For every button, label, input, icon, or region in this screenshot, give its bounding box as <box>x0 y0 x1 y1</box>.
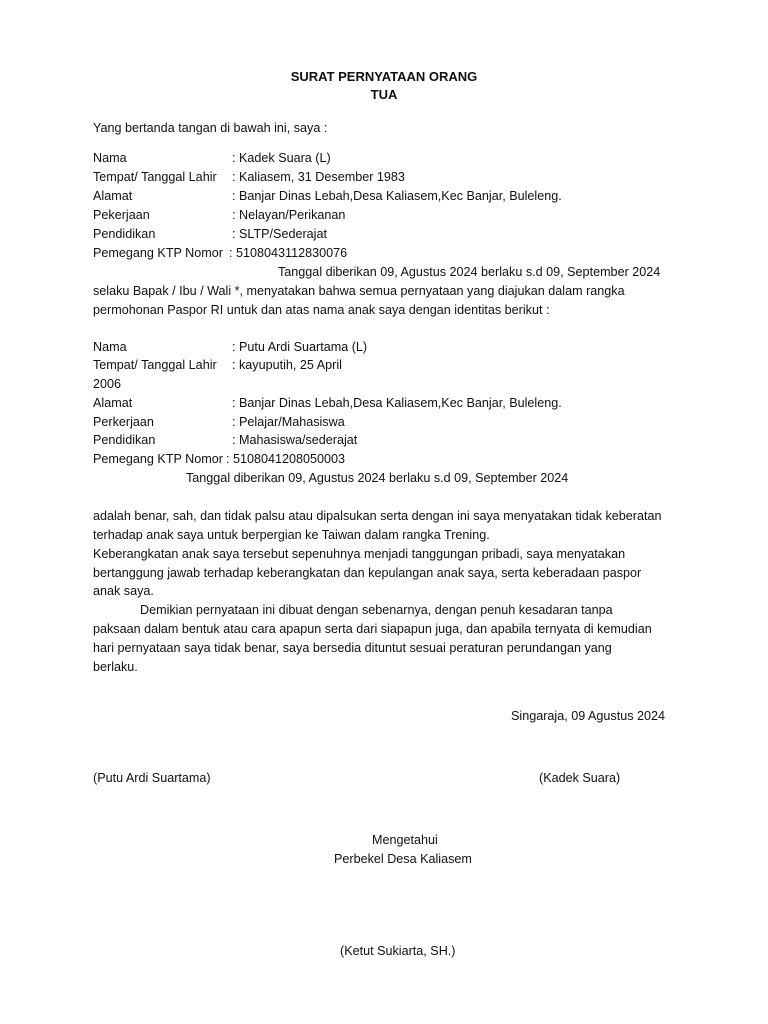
field-label: Nama <box>93 340 127 354</box>
field-value: : 5108041208050003 <box>226 452 346 466</box>
field-value: : Banjar Dinas Lebah,Desa Kaliasem,Kec Banjar, Buleleng. <box>232 396 562 410</box>
field-value: : Nelayan/Perikanan <box>232 208 346 222</box>
document-title <box>0 68 768 104</box>
field-value: : 5108043112830076 <box>229 246 348 260</box>
field-label: Pemegang KTP Nomor <box>93 246 223 260</box>
field-label: Tempat/ Tanggal Lahir <box>93 358 217 372</box>
body-line-6: Demikian pernyataan ini dibuat dengan sebenarnya, dengan penuh kesadaran tanpa <box>140 603 613 617</box>
field-value: : Putu Ardi Suartama (L) <box>232 340 368 354</box>
field-label: Nama <box>93 151 127 165</box>
field-label: Perkerjaan <box>93 415 154 429</box>
signature-parent: (Kadek Suara) <box>539 771 621 785</box>
field-value: : Kaliasem, 31 Desember 1983 <box>232 170 405 184</box>
field-label: Pekerjaan <box>93 208 150 222</box>
field-value: : Banjar Dinas Lebah,Desa Kaliasem,Kec Banjar, Buleleng. <box>232 189 562 203</box>
field-value: : SLTP/Sederajat <box>232 227 327 241</box>
body-line-1: adalah benar, sah, dan tidak palsu atau dipalsukan serta dengan ini saya menyatakan tidak keberatan <box>93 509 662 523</box>
intro-text: Yang bertanda tangan di bawah ini, saya : <box>93 121 328 135</box>
body-line-8: hari pernyataan saya tidak benar, saya bersedia dituntut sesuai peraturan perundangan yang <box>93 641 612 655</box>
body-line-9: berlaku. <box>93 660 138 674</box>
signature-child: (Putu Ardi Suartama) <box>93 771 211 785</box>
field-value: : Pelajar/Mahasiswa <box>232 415 345 429</box>
child-birth-year: 2006 <box>93 377 122 391</box>
title-line-1: SURAT PERNYATAAN ORANG <box>290 69 478 84</box>
field-label: Alamat <box>93 396 133 410</box>
field-label: Pemegang KTP Nomor <box>93 452 223 466</box>
official-name: (Ketut Sukiarta, SH.) <box>340 944 456 958</box>
title-line-2: TUA <box>370 87 398 102</box>
statement-line-2: permohonan Paspor RI untuk dan atas nama anak saya dengan identitas berikut : <box>93 303 550 317</box>
official-title: Perbekel Desa Kaliasem <box>334 852 472 866</box>
parent-ktp-date: Tanggal diberikan 09, Agustus 2024 berlaku s.d 09, September 2024 <box>278 265 661 279</box>
field-label: Pendidikan <box>93 227 156 241</box>
body-line-2: terhadap anak saya untuk berpergian ke Taiwan dalam rangka Trening. <box>93 528 490 542</box>
child-ktp-date: Tanggal diberikan 09, Agustus 2024 berlaku s.d 09, September 2024 <box>186 471 569 485</box>
acknowledged-label: Mengetahui <box>372 833 438 847</box>
place-date: Singaraja, 09 Agustus 2024 <box>511 709 666 723</box>
body-line-3: Keberangkatan anak saya tersebut sepenuhnya menjadi tanggungan pribadi, saya menyatakan <box>93 547 626 561</box>
field-value: : Mahasiswa/sederajat <box>232 433 358 447</box>
field-label: Tempat/ Tanggal Lahir <box>93 170 217 184</box>
field-value: : kayuputih, 25 April <box>232 358 342 372</box>
field-label: Pendidikan <box>93 433 156 447</box>
body-line-5: anak saya. <box>93 584 154 598</box>
statement-line-1: selaku Bapak / Ibu / Wali *, menyatakan bahwa semua pernyataan yang diajukan dalam rangka <box>93 284 625 298</box>
body-line-7: paksaan dalam bentuk atau cara apapun serta dari siapapun juga, dan apabila ternyata di kemudian <box>93 622 652 636</box>
body-line-4: bertanggung jawab terhadap keberangkatan dan kepulangan anak saya, serta keberadaan paspor <box>93 566 642 580</box>
field-label: Alamat <box>93 189 133 203</box>
field-value: : Kadek Suara (L) <box>232 151 331 165</box>
